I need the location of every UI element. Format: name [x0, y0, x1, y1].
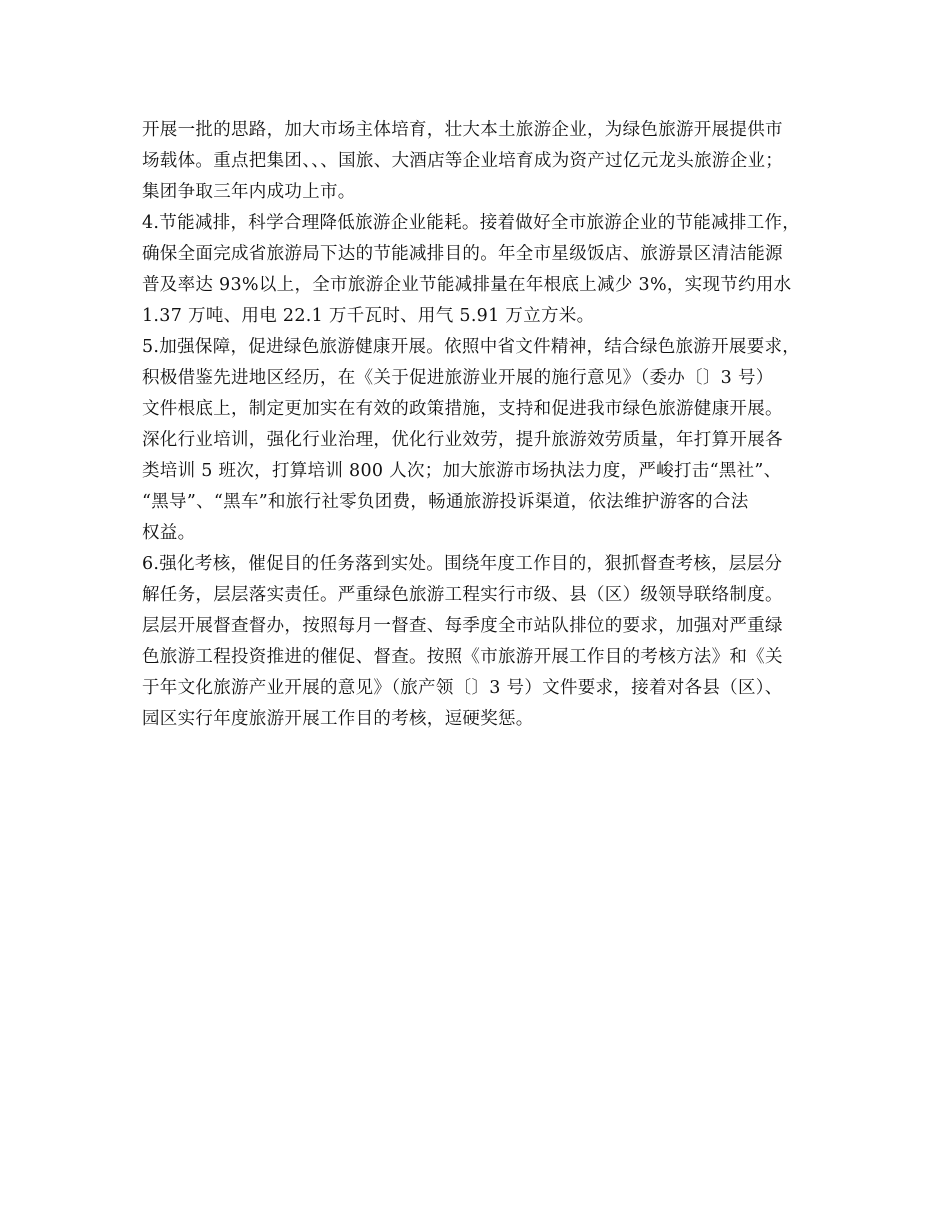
text-line: 解任务，层层落实责任。严重绿色旅游工程实行市级、县（区）级领导联络制度。	[142, 585, 783, 605]
text-line: 于年文化旅游产业开展的意见》（旅产领〔〕3 号）文件要求，接着对各县（区）、	[142, 678, 783, 698]
text-line: 文件根底上，制定更加实在有效的政策措施，支持和促进我市绿色旅游健康开展。	[142, 399, 783, 419]
text-line: 普及率达 93%以上，全市旅游企业节能减排量在年根底上减少 3%，实现节约用水	[142, 275, 792, 295]
text-line: 场载体。重点把集团、、、国旅、大酒店等企业培育成为资产过亿元龙头旅游企业；	[142, 151, 784, 171]
text-line: 集团争取三年内成功上市。	[142, 182, 356, 202]
text-line: 层层开展督查督办，按照每月一督查、每季度全市站队排位的要求，加强对严重绿	[142, 616, 783, 636]
text-line: 4.节能减排，科学合理降低旅游企业能耗。接着做好全市旅游企业的节能减排工作，	[142, 213, 801, 233]
text-line: 6.强化考核，催促目的任务落到实处。围绕年度工作目的，狠抓督查考核，层层分	[142, 554, 783, 574]
text-line: 类培训 5 班次，打算培训 800 人次；加大旅游市场执法力度，严峻打击“黑社”、	[142, 461, 782, 481]
text-line: 1.37 万吨、用电 22.1 万千瓦时、用气 5.91 万立方米。	[142, 306, 595, 326]
body-text	[142, 115, 832, 735]
text-line: 色旅游工程投资推进的催促、督查。按照《市旅游开展工作目的考核方法》和《关	[142, 647, 783, 667]
text-line: 深化行业培训，强化行业治理，优化行业效劳，提升旅游效劳质量，年打算开展各	[142, 430, 783, 450]
text-line: “黑导”、“黑车”和旅行社零负团费，畅通旅游投诉渠道，依法维护游客的合法	[142, 492, 749, 512]
text-line: 权益。	[142, 523, 196, 543]
text-line: 园区实行年度旅游开展工作目的考核，逗硬奖惩。	[142, 709, 534, 729]
text-line: 开展一批的思路，加大市场主体培育，壮大本土旅游企业，为绿色旅游开展提供市	[142, 120, 783, 140]
text-line: 积极借鉴先进地区经历，在《关于促进旅游业开展的施行意见》（委办〔〕3 号）	[142, 368, 774, 388]
text-line: 确保全面完成省旅游局下达的节能减排目的。年全市星级饭店、旅游景区清洁能源	[142, 244, 783, 264]
text-line: 5.加强保障，促进绿色旅游健康开展。依照中省文件精神，结合绿色旅游开展要求，	[142, 337, 801, 357]
